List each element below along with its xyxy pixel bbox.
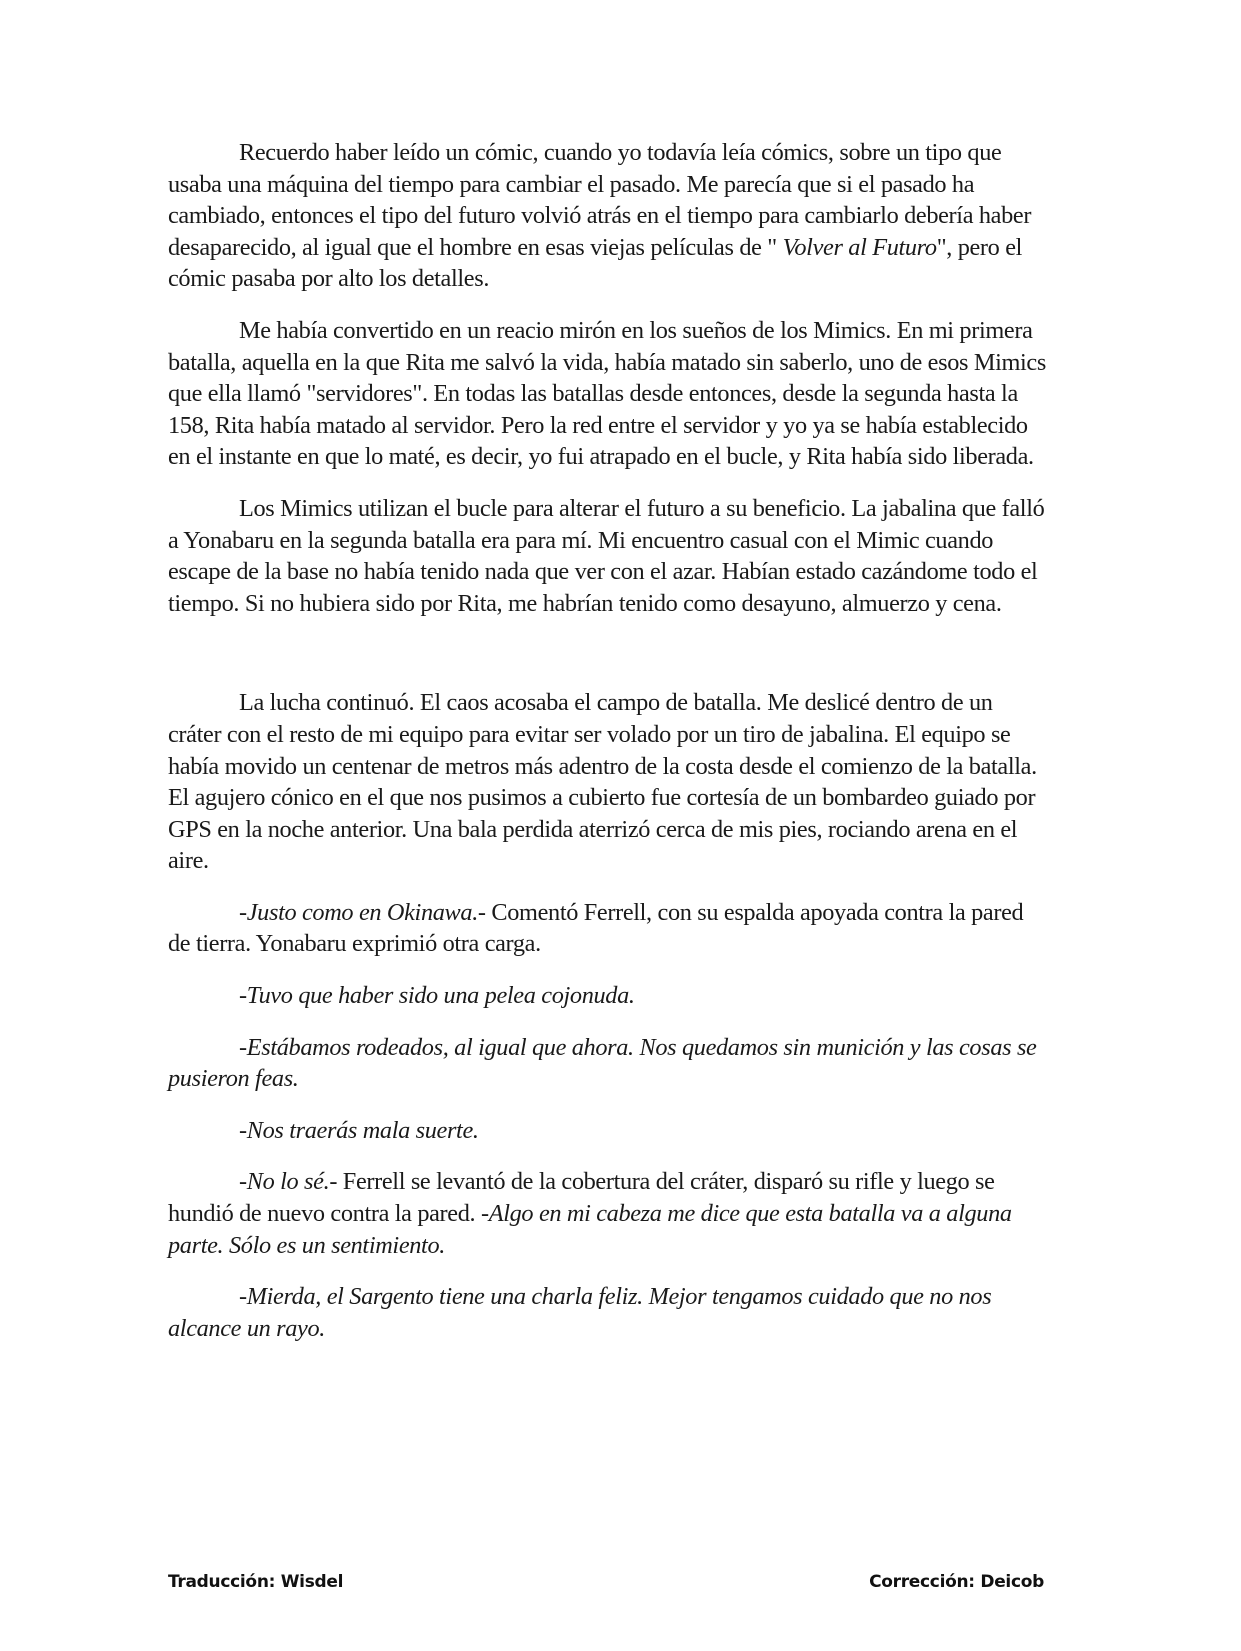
dialogue-paragraph (168, 1281, 1048, 1344)
paragraph (168, 493, 1048, 619)
text-run: Los Mimics utilizan el bucle para alterar el futuro a su beneficio. La jabalina que falló a Yonabaru en la segunda batalla era para mí. Mi encuentro casual con el Mimic cuando escape de la base no había tenido nada que ver con el azar. Habían estado cazándome todo el tiempo. Si no hubiera sido por Rita, me habrían tenido como desayuno, almuerzo y cena. (168, 494, 1045, 617)
italic-run: -No lo sé. (239, 1168, 330, 1196)
paragraph (168, 315, 1048, 473)
text-run: Recuerdo haber leído un cómic, cuando yo todavía leía cómics, sobre un tipo que usaba una máquina del tiempo para cambiar el pasado. Me parecía que si el pasado ha cambiado, entonces el tipo del futuro volvió atrás en el tiempo para cambiarlo debería haber desaparecido, al igual que el hombre en esas viejas películas de " (168, 139, 1032, 261)
text-run: - Ferrell se levantó de la cobertura del cráter, disparó su rifle y luego se hundió de nuevo contra la pared. (168, 1168, 995, 1228)
paragraph (168, 137, 1048, 295)
document-body (168, 137, 1048, 1364)
italic-run: -Algo en mi cabeza me dice que esta batalla va a alguna parte. Sólo es un sentimiento. (168, 1200, 1012, 1259)
footer-proofreader: Corrección: Deicob (869, 1572, 1044, 1592)
dialogue-paragraph (168, 980, 1048, 1012)
dialogue-paragraph (168, 1115, 1048, 1147)
text-run: ", pero el cómic pasaba por alto los detalles. (168, 233, 1023, 293)
italic-run: -Nos traerás mala suerte. (239, 1116, 479, 1144)
text-run: La lucha continuó. El caos acosaba el campo de batalla. Me deslicé dentro de un cráter con el resto de mi equipo para evitar ser volado por un tiro de jabalina. El equipo se había movido un centenar de metros más adentro de la costa desde el comienzo de la batalla. El agujero cónico en el que nos pusimos a cubierto fue cortesía de un bombardeo guiado por GPS en la noche anterior. Una bala perdida aterrizó cerca de mis pies, rociando arena en el aire. (168, 689, 1037, 875)
italic-run: -Justo como en Okinawa. (239, 898, 478, 926)
italic-run: -Tuvo que haber sido una pelea cojonuda. (239, 982, 635, 1010)
italic-run: -Mierda, el Sargento tiene una charla feliz. Mejor tengamos cuidado que no nos alcance un rayo. (168, 1283, 992, 1342)
footer-translator: Traducción: Wisdel (168, 1572, 344, 1592)
text-run: Me había convertido en un reacio mirón en los sueños de los Mimics. En mi primera batalla, aquella en la que Rita me salvó la vida, había matado sin saberlo, uno de esos Mimics que ella llamó "servidores". En todas las batallas desde entonces, desde la segunda hasta la 158, Rita había matado al servidor. Pero la red entre el servidor y yo ya se había establecido en el instante en que lo maté, es decir, yo fui atrapado en el bucle, y Rita había sido liberada. (168, 316, 1046, 471)
text-run: - Comentó Ferrell, con su espalda apoyada contra la pared de tierra. Yonabaru exprimió otra carga. (168, 898, 1024, 958)
dialogue-paragraph (168, 1166, 1048, 1261)
paragraph (168, 687, 1048, 877)
italic-run: -Estábamos rodeados, al igual que ahora. Nos quedamos sin munición y las cosas se pusieron feas. (168, 1033, 1037, 1093)
italic-run: Volver al Futuro (782, 233, 937, 261)
dialogue-paragraph (168, 897, 1048, 960)
dialogue-paragraph (168, 1032, 1048, 1095)
